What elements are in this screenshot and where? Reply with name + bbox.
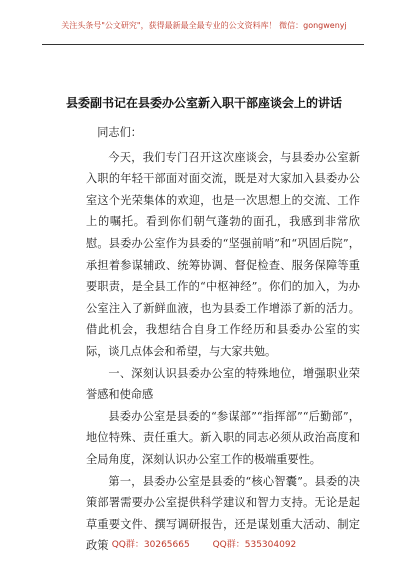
section-heading: 一、深刻认识县委办公室的特殊地位，增强职业荣誉感和使命感 — [86, 366, 360, 402]
footer-qq-group-1: QQ群：30265665 — [111, 540, 190, 550]
document-body — [86, 122, 360, 557]
salutation: 同志们： — [97, 126, 142, 139]
footer-qq-group-2: QQ群：535304092 — [212, 540, 297, 550]
document-title: 县委副书记在县委办公室新入职干部座谈会上的讲话 — [65, 96, 342, 110]
footer — [0, 537, 408, 550]
header-divider — [42, 44, 364, 45]
paragraph: 县委办公室是县委的“参谋部”“指挥部”“后勤部”，地位特殊、责任重大。新入职的同志必须从政治高度和全局角度，深刻认识办公室工作的极端重要性。 — [86, 409, 360, 466]
header-notice: 关注头条号"公文研究"，获得最新最全最专业的公文资料库！ 微信：gongwenyj — [61, 21, 347, 30]
paragraph: 今天，我们专门召开这次座谈会，与县委办公室新入职的年轻干部面对面交流，既是对大家加入县委办公室这个光荣集体的欢迎，也是一次思想上的交流、工作上的嘱托。看到你们朝气蓬勃的面孔，我感到非常欣慰。县委办公室作为县委的“坚强前哨”和“巩固后院”，承担着参谋辅政、统筹协调、督促检查、服务保障等重要职责，是全县工作的“中枢神经”。你们的加入，为办公室注入了新鲜血液，也为县委工作增添了新的活力。借此机会，我想结合自身工作经历和县委办公室的实际，谈几点体会和希望，与大家共勉。 — [86, 150, 360, 358]
paragraph: 第一，县委办公室是县委的“核心智囊”。县委的决策部署需要办公室提供科学建议和智力支持。无论是起草重要文件、撰写调研报告，还是谋划重大活动、制定政策 — [86, 474, 360, 553]
